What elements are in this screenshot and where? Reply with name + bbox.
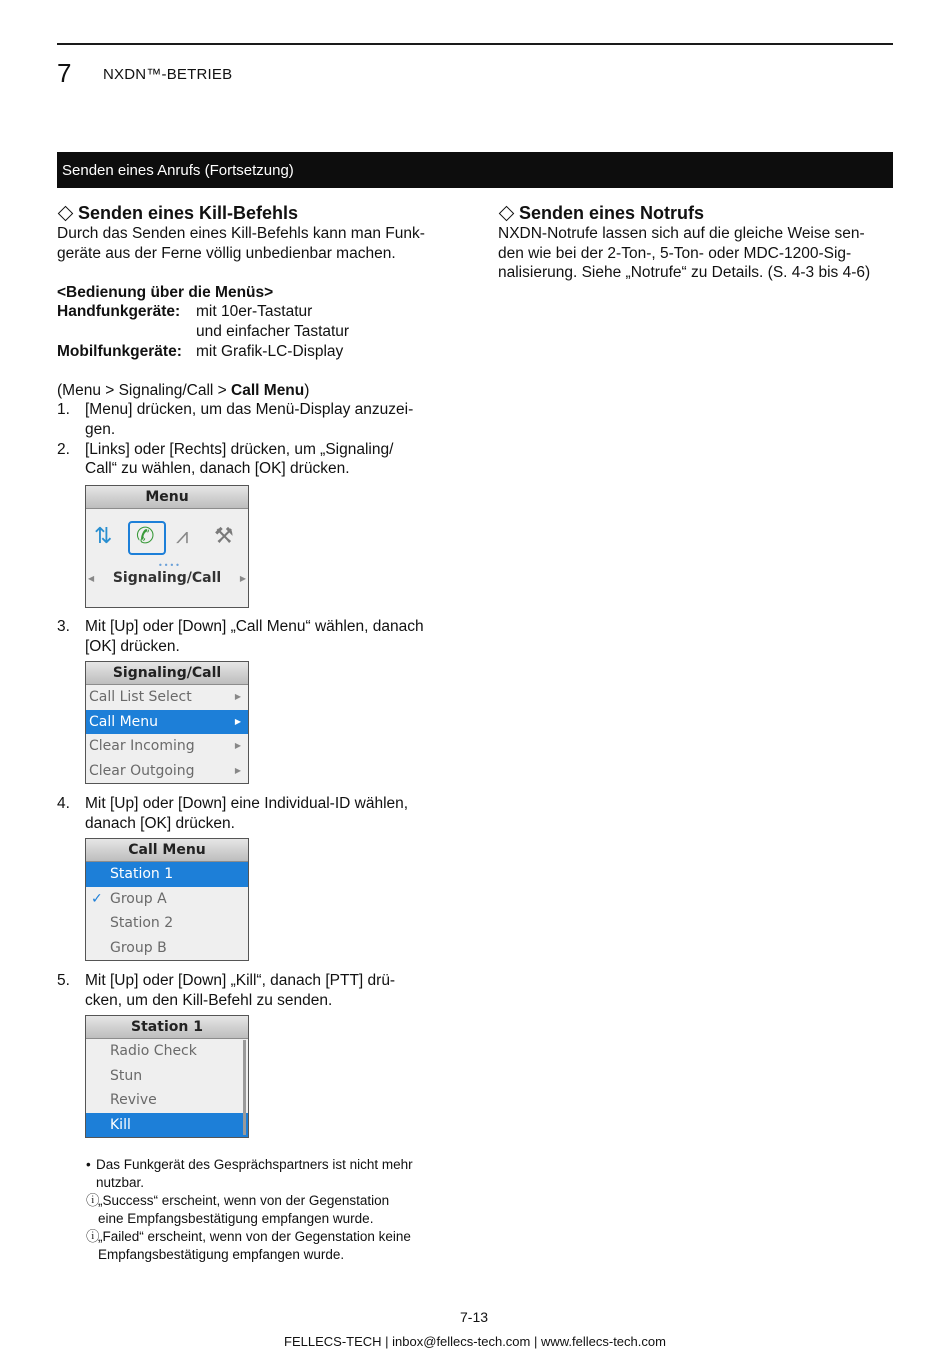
notes	[86, 1156, 466, 1264]
list-item-selected: Kill	[86, 1113, 248, 1138]
step-1: 1. [Menu] drücken, um das Menü-Display anzuzei- gen.	[57, 401, 414, 438]
left-arrow-icon: ◀	[88, 574, 95, 583]
screen-title: Call Menu	[86, 839, 248, 862]
emergency-text: nalisierung. Siehe „Notrufe“ zu Details. (S. 4-3 bis 4-6)	[498, 264, 871, 282]
scrollbar	[243, 1040, 246, 1135]
kill-heading	[57, 202, 457, 224]
handheld-value: und einfacher Tastatur	[196, 322, 350, 340]
handheld-row	[57, 302, 457, 322]
emergency-text: NXDN-Notrufe lassen sich auf die gleiche Weise sen-	[498, 225, 865, 242]
screen-title: Menu	[86, 486, 248, 509]
handheld-row-2	[57, 322, 457, 342]
note-info: ⓘ „Failed“ erscheint, wenn von der Gegenstation keine Empfangsbestätigung empfangen wurde.	[86, 1229, 411, 1262]
step-3: 3. Mit [Up] oder [Down] „Call Menu“ wählen, danach [OK] drücken.	[57, 618, 424, 655]
list-item: Station 2	[110, 915, 174, 932]
info-icon: ⓘ	[86, 1229, 100, 1244]
mobile-value: mit Grafik-LC-Display	[196, 342, 344, 360]
list-item: Clear Incoming ▶	[89, 738, 241, 755]
right-column	[498, 202, 898, 283]
left-column	[57, 202, 457, 479]
step-5-block	[57, 971, 457, 1010]
chapter-title: NXDN™-BETRIEB	[103, 66, 233, 83]
phone-icon: ✆	[136, 524, 155, 549]
intro-line: geräte aus der Ferne völlig unbedienbar machen.	[57, 244, 396, 262]
step-3-block	[57, 617, 457, 656]
mobile-row	[57, 342, 457, 362]
station-screen	[85, 1015, 249, 1138]
emergency-heading-text: Senden eines Notrufs	[519, 203, 705, 223]
diamond-icon	[58, 205, 74, 221]
list-item-selected: Call Menu ▶	[86, 710, 248, 735]
page-dots: ••••	[158, 561, 181, 570]
step-5: 5. Mit [Up] oder [Down] „Kill“, danach [PTT] drü- cken, um den Kill-Befehl zu senden.	[57, 972, 396, 1009]
list-item: Clear Outgoing ▶	[89, 762, 241, 779]
kill-heading-text: Senden eines Kill-Befehls	[78, 203, 299, 223]
list-item-selected: Station 1	[86, 862, 248, 887]
menu-icon-row	[86, 509, 248, 569]
emergency-text: den wie bei der 2-Ton-, 5-Ton- oder MDC-1200-Sig-	[498, 244, 852, 262]
menu-selection-label: Signaling/Call	[112, 570, 222, 586]
handheld-value: mit 10er-Tastatur	[196, 303, 313, 321]
page-number: 7-13	[460, 1309, 489, 1325]
chapter-number: 7	[57, 58, 72, 88]
diamond-icon	[499, 205, 515, 221]
section-band-title: Senden eines Anrufs (Fortsetzung)	[62, 162, 294, 179]
signaling-call-screen	[85, 661, 249, 784]
header-rule	[57, 43, 893, 45]
call-menu-screen	[85, 838, 249, 961]
check-icon: ✓	[91, 890, 103, 907]
right-arrow-icon: ▶	[239, 574, 246, 583]
emergency-heading	[498, 202, 898, 224]
list-item: Group B	[110, 939, 167, 956]
step-4-block	[57, 794, 457, 833]
intro-line: Durch das Senden eines Kill-Befehls kann man Funk-	[57, 225, 425, 242]
section-band	[57, 152, 893, 188]
menu-path: (Menu > Signaling/Call > Call Menu)	[57, 381, 310, 399]
antenna-icon: ⩘	[176, 524, 189, 549]
list-item: Stun	[110, 1067, 143, 1084]
updown-arrows-icon: ⇅	[94, 524, 113, 549]
note-info: ⓘ „Success“ erscheint, wenn von der Gegenstation eine Empfangsbestätigung empfangen wurde.	[86, 1193, 390, 1226]
handheld-label: Handfunkgeräte:	[57, 303, 181, 321]
mobile-label: Mobilfunkgeräte:	[57, 342, 182, 360]
list-item: Call List Select ▶	[89, 689, 241, 705]
screen-title: Station 1	[86, 1016, 248, 1039]
list-item: Revive	[110, 1092, 157, 1109]
list-item: ✓ Group A	[86, 887, 248, 912]
screen-title: Signaling/Call	[86, 662, 248, 685]
footer: FELLECS-TECH | inbox@fellecs-tech.com | www.fellecs-tech.com	[284, 1334, 666, 1349]
note-bullet: • Das Funkgerät des Gesprächspartners ist nicht mehr nutzbar.	[86, 1157, 413, 1190]
info-icon: ⓘ	[86, 1193, 100, 1208]
menu-screen	[85, 485, 249, 608]
step-4: 4. Mit [Up] oder [Down] eine Individual-ID wählen, danach [OK] drücken.	[57, 795, 409, 832]
step-2: 2. [Links] oder [Rechts] drücken, um „Signaling/ Call“ zu wählen, danach [OK] drücken.	[57, 440, 394, 478]
menu-op-heading: <Bedienung über die Menüs>	[57, 283, 274, 301]
tools-icon: ⚒	[214, 524, 234, 549]
list-item: Radio Check	[110, 1043, 197, 1059]
